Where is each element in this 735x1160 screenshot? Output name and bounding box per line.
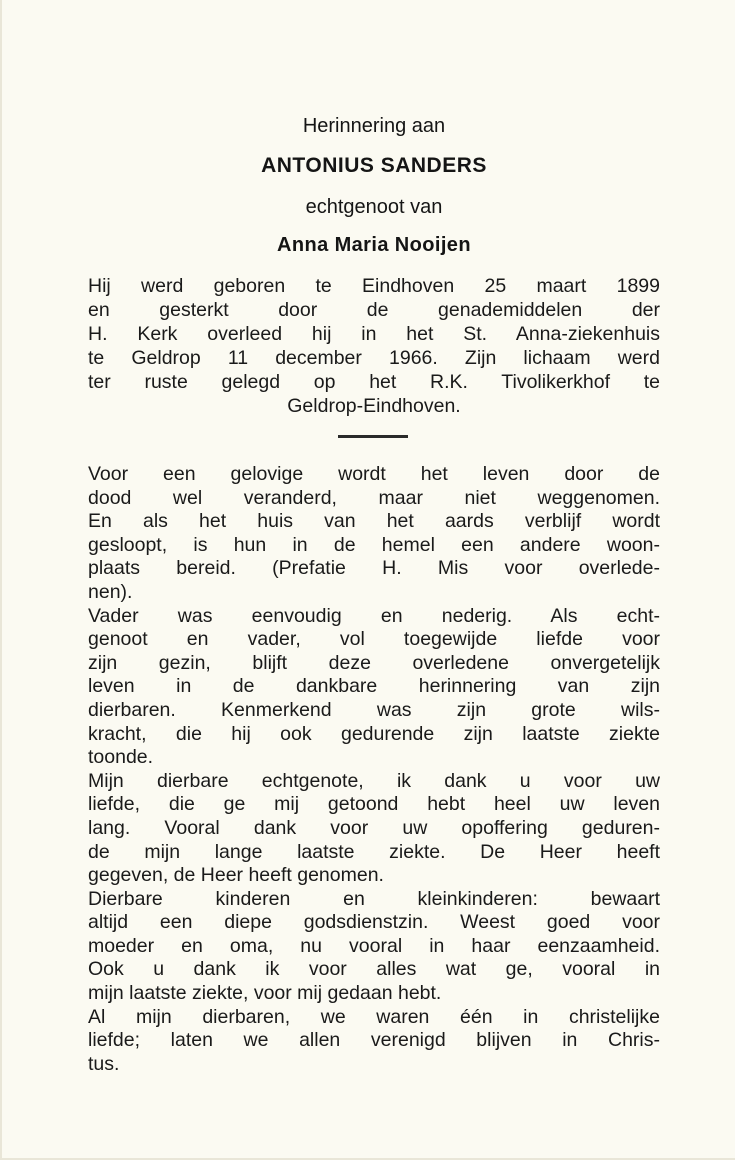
text-line: moeder en oma, nu vooral in haar eenzaamheid. bbox=[88, 934, 660, 957]
text-line: gesloopt, is hun in de hemel een andere woon- bbox=[88, 533, 660, 556]
bio-line: Geldrop-Eindhoven. bbox=[287, 395, 461, 417]
text-line: toonde. bbox=[88, 746, 154, 769]
text-line: altijd een diepe godsdienstzin. Weest goed voor bbox=[88, 911, 660, 934]
text-line: plaats bereid. (Prefatie H. Mis voor overlede- bbox=[88, 557, 660, 580]
text-line: En als het huis van het aards verblijf wordt bbox=[88, 510, 660, 533]
text-line: dierbaren. Kenmerkend was zijn grote wils- bbox=[88, 698, 660, 721]
deceased-name: ANTONIUS SANDERS bbox=[261, 154, 487, 177]
text-line: Mijn dierbare echtgenote, ik dank u voor uw bbox=[88, 769, 660, 792]
intro-line: Herinnering aan bbox=[302, 115, 446, 137]
spouse-of-line: echtgenoot van bbox=[305, 196, 443, 218]
text-line: kracht, die hij ook gedurende zijn laatste ziekte bbox=[88, 722, 660, 745]
text-line: de mijn lange laatste ziekte. De Heer heeft bbox=[88, 840, 660, 863]
text-line: leven in de dankbare herinnering van zijn bbox=[88, 675, 660, 698]
bio-line: en gesterkt door de genademiddelen der bbox=[88, 299, 660, 321]
text-line: mijn laatste ziekte, voor mij gedaan hebt. bbox=[88, 982, 442, 1005]
divider bbox=[338, 435, 408, 438]
text-line: nen). bbox=[88, 580, 133, 603]
text-line: Ook u dank ik voor alles wat ge, vooral in bbox=[88, 958, 660, 981]
text-line: tus. bbox=[88, 1052, 120, 1075]
text-line: Voor een gelovige wordt het leven door de bbox=[88, 463, 660, 485]
text-line: liefde; laten we allen verenigd blijven in Chris- bbox=[88, 1029, 660, 1052]
bio-line: ter ruste gelegd op het R.K. Tivolikerkhof te bbox=[88, 371, 660, 393]
text-line: dood wel veranderd, maar niet weggenomen. bbox=[88, 486, 660, 509]
text-line: zijn gezin, blijft deze overledene onvergetelijk bbox=[88, 651, 660, 674]
bio-line: Hij werd geboren te Eindhoven 25 maart 1899 bbox=[88, 275, 660, 297]
text-line: lang. Vooral dank voor uw opoffering geduren- bbox=[88, 816, 660, 839]
text-line: Al mijn dierbaren, we waren één in christelijke bbox=[88, 1005, 660, 1028]
bio-line: te Geldrop 11 december 1966. Zijn lichaam werd bbox=[88, 347, 660, 369]
bio-line: H. Kerk overleed hij in het St. Anna-ziekenhuis bbox=[88, 323, 660, 345]
biography-paragraph bbox=[88, 274, 660, 418]
spouse-name: Anna Maria Nooijen bbox=[277, 234, 471, 256]
text-line: genoot en vader, vol toegewijde liefde voor bbox=[88, 628, 660, 651]
text-line: liefde, die ge mij getoond hebt heel uw leven bbox=[88, 793, 660, 816]
text-line: Vader was eenvoudig en nederig. Als echt- bbox=[88, 604, 660, 627]
text-line: gegeven, de Heer heeft genomen. bbox=[88, 864, 384, 887]
memorial-text bbox=[88, 463, 660, 1076]
text-line: Dierbare kinderen en kleinkinderen: bewaart bbox=[88, 887, 660, 910]
